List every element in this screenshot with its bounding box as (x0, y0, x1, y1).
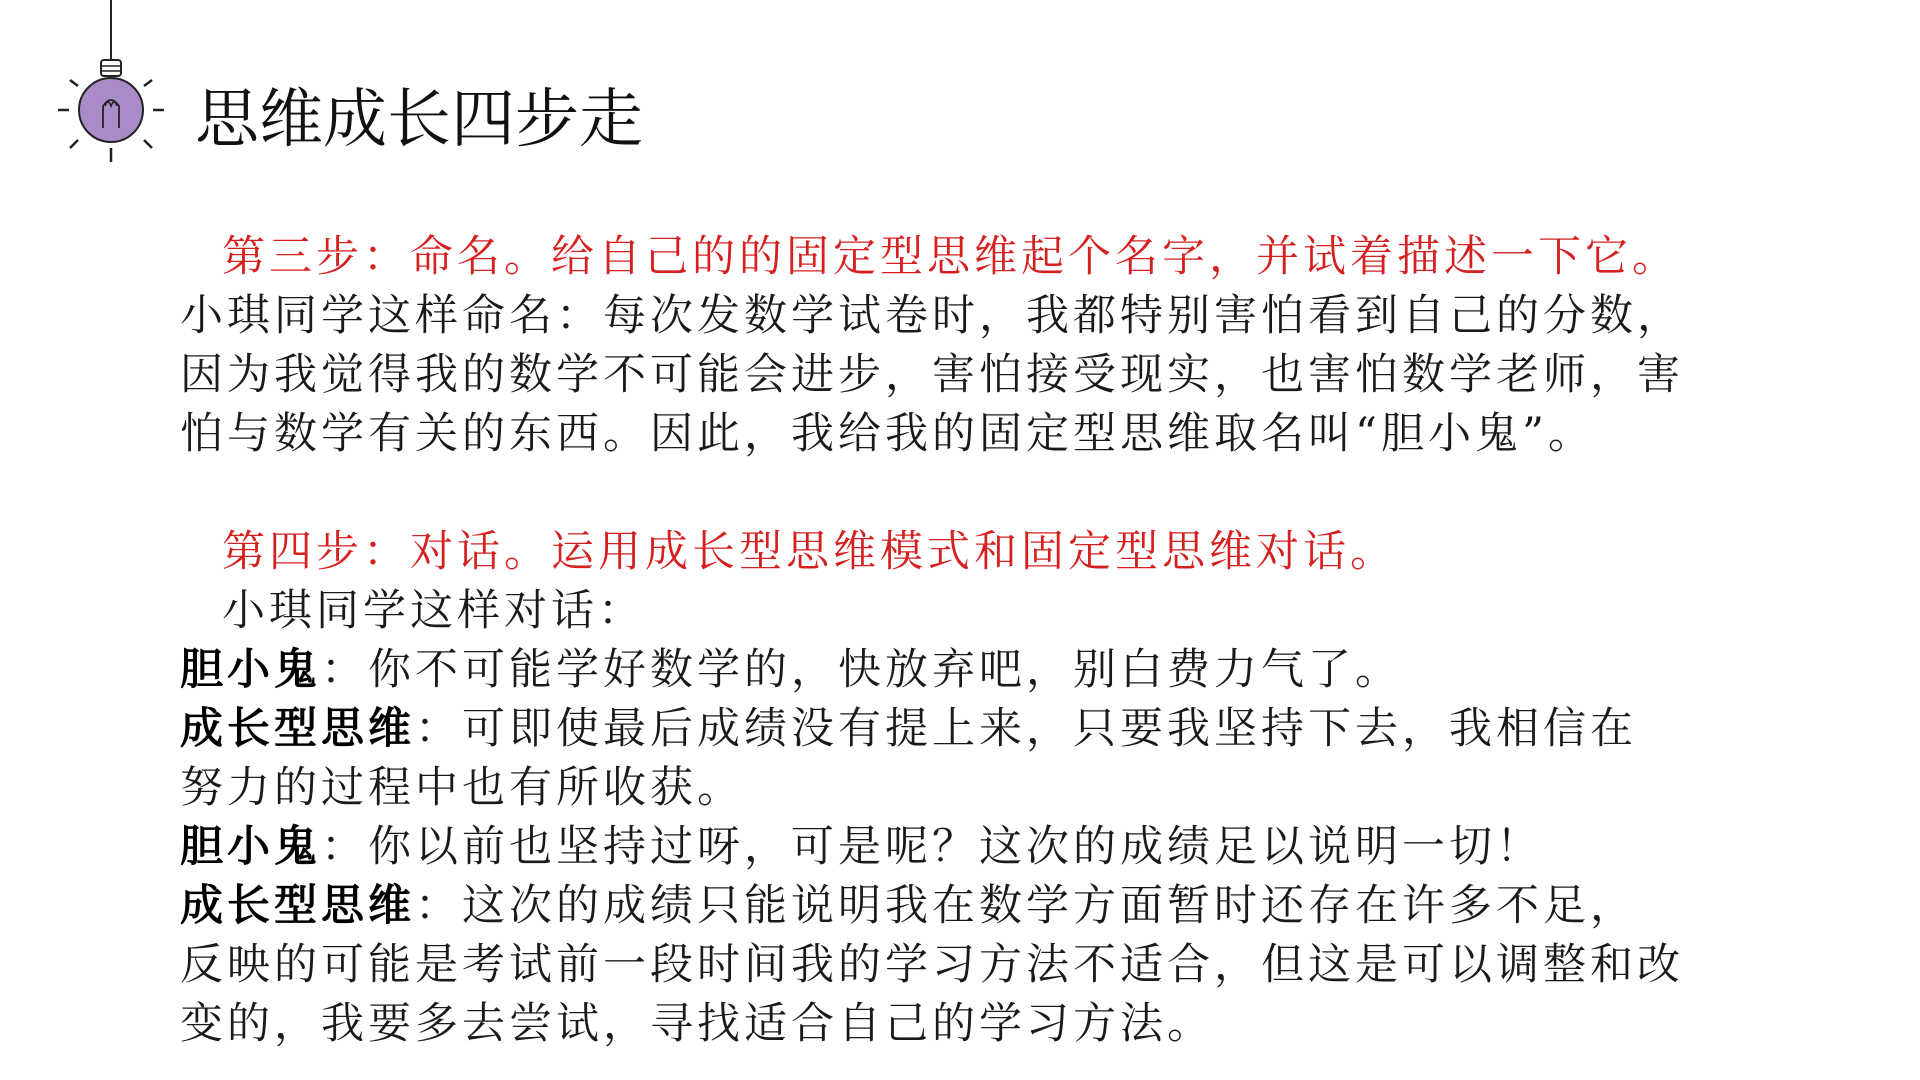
spacer (180, 464, 1740, 523)
speaker-name: 胆小鬼 (180, 822, 321, 872)
dialogue-turn (180, 700, 1740, 759)
step4-heading: 第四步：对话。运用成长型思维模式和固定型思维对话。 (222, 527, 1397, 577)
dialogue-turn (180, 818, 1740, 877)
dialogue-text: ：这次的成绩只能说明我在数学方面暂时还存在许多不足， (415, 881, 1637, 931)
dialogue-text: ：你不可能学好数学的，快放弃吧，别白费力气了。 (321, 645, 1402, 695)
speaker-name: 成长型思维 (180, 881, 415, 931)
speaker-name: 成长型思维 (180, 704, 415, 754)
dialogue-text: ：你以前也坚持过呀，可是呢？这次的成绩足以说明一切！ (321, 822, 1543, 872)
step3-line: 小琪同学这样命名：每次发数学试卷时，我都特别害怕看到自己的分数， (180, 291, 1684, 341)
content-body (180, 228, 1740, 1054)
step3-line: 因为我觉得我的数学不可能会进步，害怕接受现实，也害怕数学老师，害 (180, 350, 1684, 400)
lightbulb-icon (56, 0, 166, 170)
dialogue-text: 变的，我要多去尝试，寻找适合自己的学习方法。 (180, 999, 1214, 1049)
step3-line: 怕与数学有关的东西。因此，我给我的固定型思维取名叫“胆小鬼”。 (180, 409, 1595, 459)
dialogue-text: ：可即使最后成绩没有提上来，只要我坚持下去，我相信在 (415, 704, 1637, 754)
dialogue-turn (180, 641, 1740, 700)
step4-intro: 小琪同学这样对话： (222, 586, 645, 636)
page-title: 思维成长四步走 (195, 83, 643, 157)
dialogue-turn (180, 877, 1740, 936)
step3-heading: 第三步：命名。给自己的的固定型思维起个名字，并试着描述一下它。 (222, 232, 1679, 282)
speaker-name: 胆小鬼 (180, 645, 321, 695)
dialogue-text: 反映的可能是考试前一段时间我的学习方法不适合，但这是可以调整和改 (180, 940, 1684, 990)
dialogue-text: 努力的过程中也有所收获。 (180, 763, 744, 813)
